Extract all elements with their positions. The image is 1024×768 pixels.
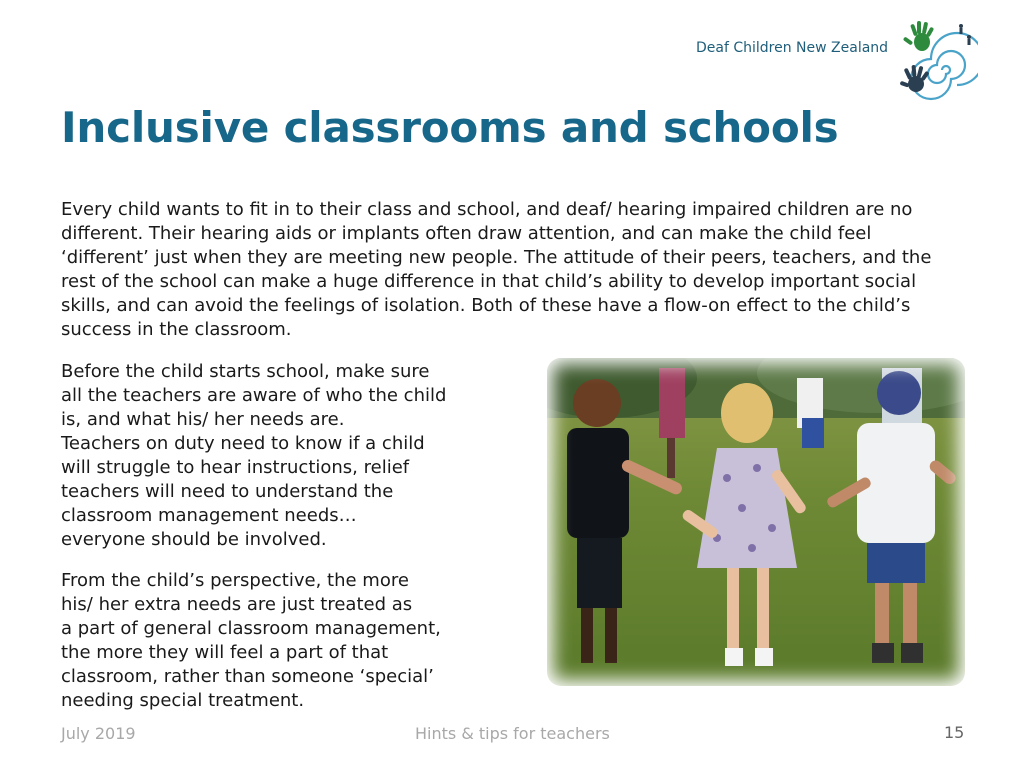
paragraph-line: all the teachers are aware of who the child [61,385,447,406]
paragraph-child-perspective [61,569,471,713]
intro-paragraph: Every child wants to fit in to their class and school, and deaf/ hearing impaired children are no different. Their hearing aids or implants often draw attention, and can make the child feel ‘different’ just when they are meeting new people. The attitude of their peers, teachers, and the rest of the school can make a huge difference in that child’s ability to develop important social skills, and can avoid the feelings of isolation. Both of these have a flow-on effect to the child’s success in the classroom. [61,199,932,340]
paragraph-line: his/ her extra needs are just treated as [61,594,413,615]
page-number: 15 [944,723,965,742]
paragraph-line: classroom management needs… [61,505,357,526]
paragraph-line: is, and what his/ her needs are. [61,409,345,430]
paragraph-line: the more they will feel a part of that [61,642,389,663]
paragraph-line: needing special treatment. [61,690,305,711]
hands-spiral-logo-icon [898,18,978,104]
paragraph-line: Before the child starts school, make sure [61,361,430,382]
paragraph-line: everyone should be involved. [61,529,327,550]
paragraph-line: a part of general classroom management, [61,618,441,639]
footer-title: Hints & tips for teachers [415,724,610,743]
paragraph-before-school [61,360,471,552]
children-holding-hands-photo [541,352,971,692]
footer-date: July 2019 [61,724,136,743]
paragraph-line: classroom, rather than someone ‘special’ [61,666,434,687]
paragraph-line: From the child’s perspective, the more [61,570,409,591]
org-name: Deaf Children New Zealand [696,40,889,56]
page-title: Inclusive classrooms and schools [61,103,839,152]
paragraph-line: will struggle to hear instructions, relief [61,457,410,478]
paragraph-line: Teachers on duty need to know if a child [61,433,425,454]
paragraph-line: teachers will need to understand the [61,481,394,502]
